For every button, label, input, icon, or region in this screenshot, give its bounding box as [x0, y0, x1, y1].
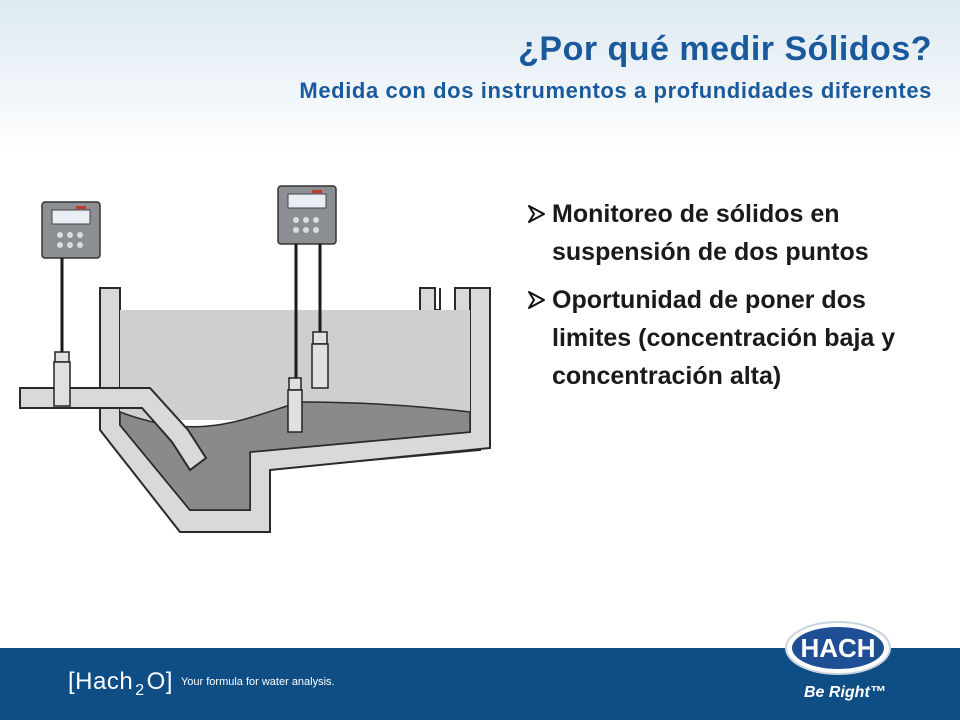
brand-left: [Hach — [68, 668, 134, 695]
slogan: Be Right™ — [804, 684, 886, 701]
brand-right: O] — [146, 668, 173, 695]
registered-mark: ® — [894, 623, 903, 635]
hach-logo — [780, 612, 910, 684]
controller-left — [42, 202, 100, 406]
hach2o-brand — [68, 668, 335, 699]
bullet-text: Oportunidad de poner dos limites (concentración baja y concentración alta) — [552, 286, 896, 390]
bullet-item — [522, 195, 922, 271]
brand-text — [68, 668, 173, 699]
logo-text: HACH — [800, 633, 876, 663]
page-subtitle: Medida con dos instrumentos a profundidades diferentes — [299, 78, 932, 103]
bullet-item — [522, 281, 922, 395]
bullet-list — [522, 195, 922, 405]
brand-tagline: Your formula for water analysis. — [180, 676, 335, 688]
arrow-bullet-icon — [522, 203, 552, 225]
clarifier-diagram — [0, 180, 500, 560]
page-title: ¿Por qué medir Sólidos? — [518, 30, 932, 68]
arrow-bullet-icon — [522, 289, 552, 311]
header-background — [0, 0, 960, 150]
brand-subscript: 2 — [135, 682, 145, 699]
bullet-text: Monitoreo de sólidos en suspensión de dos puntos — [552, 200, 869, 266]
